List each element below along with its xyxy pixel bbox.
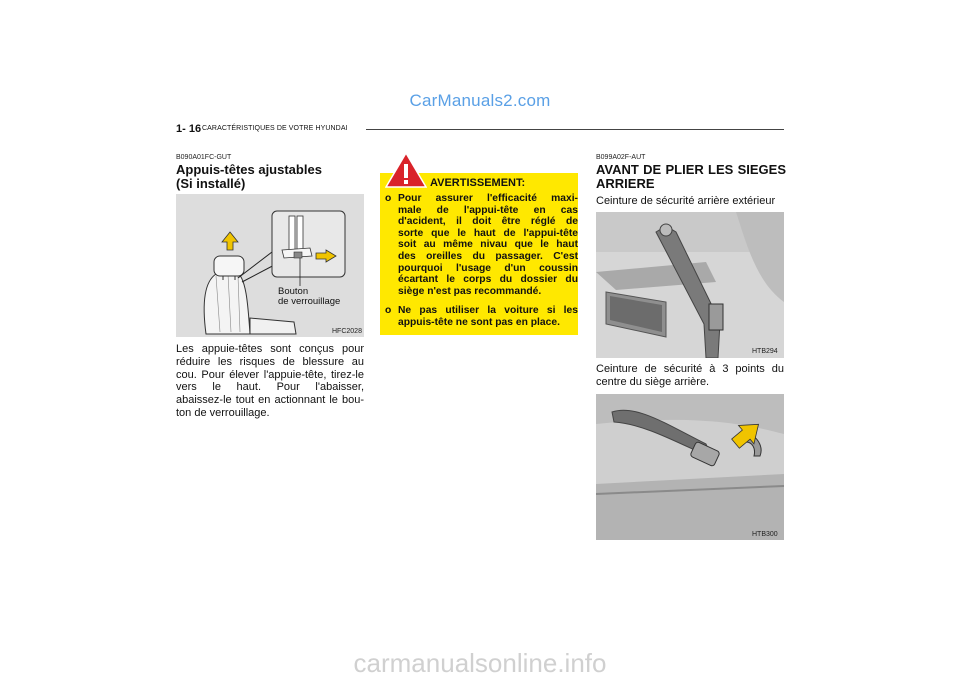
warning-line: sorte que le haut de l'appui-tête (398, 227, 578, 239)
warning-title: AVERTISSEMENT: (430, 177, 526, 189)
right-section-title-2: ARRIERE (596, 176, 655, 191)
body-line: réduire les risques de blessure au (176, 355, 364, 368)
warning-line: siège n'est pas recommandé. (398, 285, 542, 297)
warning-line: Ne pas utiliser la voiture si les (398, 305, 578, 316)
page-number: 1- 16 (176, 123, 202, 135)
right-section-code: B099A02F-AUT (596, 154, 646, 161)
body-line: Les appuie-têtes sont conçus pour (176, 343, 364, 355)
warning-item-2 (398, 305, 578, 328)
left-image-code: HFC2028 (332, 328, 362, 335)
warning-line: Pour assurer l'efficacité maxi- (398, 193, 578, 204)
warning-line: pourquoi l'usage d'un coussin (398, 262, 578, 274)
caption-center-belt-2: centre du siège arrière. (596, 376, 710, 388)
warning-bullet: o (385, 305, 392, 316)
right-image2-code: HTB300 (752, 531, 778, 538)
center-seatbelt-photo (596, 394, 784, 540)
header-rule (366, 129, 784, 130)
warning-line: écartant le corps du dossier du (398, 274, 578, 286)
warning-line: appuis-tête ne sont pas en place. (398, 316, 560, 328)
right-image1-code: HTB294 (752, 348, 778, 355)
left-body-text (176, 343, 364, 420)
warning-line: soit au même nivau que le haut (398, 239, 578, 251)
left-section-code: B090A01FC-GUT (176, 154, 232, 161)
site-watermark-link[interactable]: CarManuals2.com (409, 91, 551, 110)
right-section-title-1: AVANT DE PLIER LES SIEGES (596, 162, 786, 177)
warning-triangle-icon (385, 152, 427, 188)
lock-button-callout-1: Bouton (278, 286, 309, 297)
left-section-title-2: (Si installé) (176, 176, 246, 191)
lock-button-callout-2: de verrouillage (278, 296, 341, 307)
body-line: cou. Pour élever l'appuie-tête, tirez-le (176, 368, 364, 381)
warning-bullet: o (385, 193, 392, 204)
warning-item-1 (398, 193, 578, 297)
body-line: vers le haut. Pour l'abaisser, (176, 381, 364, 394)
warning-line: d'acident, il doit être réglé de (398, 216, 578, 228)
warning-line: male de l'appui-tête en cas (398, 204, 578, 216)
headrest-illustration (176, 194, 364, 337)
caption-center-belt-1: Ceinture de sécurité à 3 points du (596, 363, 784, 375)
section-title: CARACTÉRISTIQUES DE VOTRE HYUNDAI (202, 125, 348, 132)
bottom-watermark: carmanualsonline.info (353, 648, 607, 678)
outer-seatbelt-photo (596, 212, 784, 358)
body-line: abaissez-le tout en actionnant le bou- (176, 394, 364, 407)
left-section-title-1: Appuis-têtes ajustables (176, 162, 322, 177)
caption-outer-belt: Ceinture de sécurité arrière extérieur (596, 195, 776, 207)
body-line: ton de verrouillage. (176, 406, 270, 419)
warning-line: des oreilles du passager. C'est (398, 250, 578, 262)
